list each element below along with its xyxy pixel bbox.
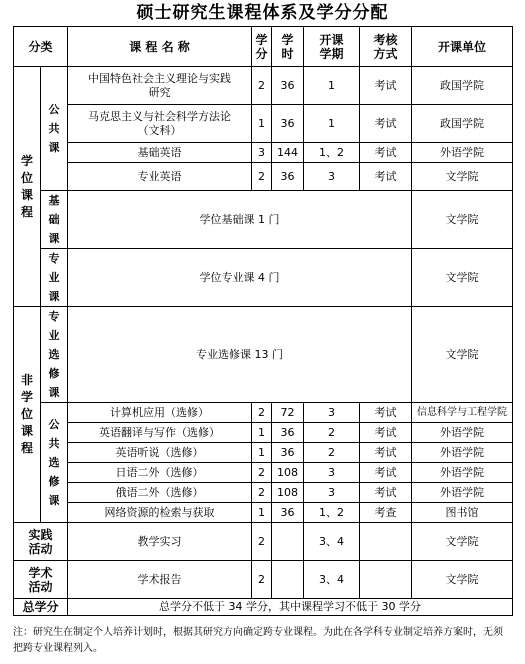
- header-credits: 学 分: [252, 27, 272, 67]
- course-unit: 信息科学与工程学院: [412, 403, 513, 423]
- course-name: 网络资源的检索与获取: [68, 503, 252, 523]
- course-hours: 108: [272, 463, 304, 483]
- table-row: [14, 249, 513, 307]
- course-credits: 1: [252, 443, 272, 463]
- course-name: 马克思主义与社会科学方法论 （文科）: [68, 105, 252, 143]
- course-term: 3: [304, 163, 360, 191]
- basic-course-content: 学位基础课 1 门: [68, 191, 412, 249]
- nondegree-course-label: 非 学 位 课 程: [14, 307, 41, 523]
- course-hours: 36: [272, 163, 304, 191]
- course-name: 学术报告: [68, 561, 252, 599]
- major-elective-content: 专业选修课 13 门: [68, 307, 412, 403]
- course-name: 教学实习: [68, 523, 252, 561]
- page-title: 硕士研究生课程体系及学分分配: [136, 3, 389, 23]
- course-hours: 36: [272, 67, 304, 105]
- course-name: 英语翻译与写作（选修）: [68, 423, 252, 443]
- academic-label: 学术 活动: [14, 561, 68, 599]
- course-credits: 1: [252, 105, 272, 143]
- course-unit: 政国学院: [412, 105, 513, 143]
- course-term: 1、2: [304, 143, 360, 163]
- course-exam: 考试: [360, 403, 412, 423]
- major-elective-label: 专 业 选 修 课: [41, 307, 68, 403]
- table-row: [14, 191, 513, 249]
- course-exam: 考试: [360, 463, 412, 483]
- course-exam: 考试: [360, 67, 412, 105]
- course-term: 2: [304, 423, 360, 443]
- course-name: 日语二外（选修）: [68, 463, 252, 483]
- course-unit: 文学院: [412, 561, 513, 599]
- course-term: 3: [304, 463, 360, 483]
- course-credits: 2: [252, 561, 272, 599]
- table-row: [14, 67, 513, 105]
- course-hours: 108: [272, 483, 304, 503]
- table-row: [14, 483, 513, 503]
- course-name: 中国特色社会主义理论与实践 研究: [68, 67, 252, 105]
- course-exam: 考试: [360, 423, 412, 443]
- footnote: 注：研究生在制定个人培养计划时，根据其研究方向确定跨专业课程。为此在各学科专业制定培养方案时，无须把跨专业课程列入。: [13, 627, 503, 654]
- table-row: [14, 403, 513, 423]
- table-row: [14, 561, 513, 599]
- table-row: [14, 503, 513, 523]
- course-hours: 36: [272, 503, 304, 523]
- course-credits: 1: [252, 503, 272, 523]
- course-exam: 考试: [360, 105, 412, 143]
- course-term: 3、4: [304, 523, 360, 561]
- total-content: 总学分不低于 34 学分，其中课程学习不低于 30 学分: [68, 599, 513, 616]
- course-credits: 3: [252, 143, 272, 163]
- course-credits: 2: [252, 483, 272, 503]
- course-term: 2: [304, 443, 360, 463]
- course-name: 专业英语: [68, 163, 252, 191]
- table-row: [14, 523, 513, 561]
- course-unit: 外语学院: [412, 423, 513, 443]
- course-unit: 文学院: [412, 163, 513, 191]
- course-credits: 2: [252, 403, 272, 423]
- table-row: [14, 463, 513, 483]
- table-row: [14, 105, 513, 143]
- degree-course-label: 学 位 课 程: [14, 67, 41, 307]
- table-row: [14, 423, 513, 443]
- course-term: 1: [304, 105, 360, 143]
- table-header-row: [14, 27, 513, 67]
- course-exam: 考查: [360, 503, 412, 523]
- course-unit: 文学院: [412, 191, 513, 249]
- table-row: [14, 443, 513, 463]
- course-unit: 外语学院: [412, 143, 513, 163]
- table-row: [14, 163, 513, 191]
- header-unit: 开课单位: [412, 27, 513, 67]
- course-term: 3、4: [304, 561, 360, 599]
- course-exam: 考试: [360, 143, 412, 163]
- course-credits: 1: [252, 423, 272, 443]
- course-hours: 36: [272, 105, 304, 143]
- course-name: 计算机应用（选修）: [68, 403, 252, 423]
- course-name: 英语听说（选修）: [68, 443, 252, 463]
- course-unit: 政国学院: [412, 67, 513, 105]
- course-unit: 图书馆: [412, 503, 513, 523]
- course-unit: 外语学院: [412, 463, 513, 483]
- course-exam: 考试: [360, 483, 412, 503]
- major-course-content: 学位专业课 4 门: [68, 249, 412, 307]
- course-name: 俄语二外（选修）: [68, 483, 252, 503]
- course-hours: 72: [272, 403, 304, 423]
- header-category: 分类: [14, 27, 68, 67]
- course-exam: [360, 561, 412, 599]
- table-row: [14, 307, 513, 403]
- practice-label: 实践 活动: [14, 523, 68, 561]
- course-exam: 考试: [360, 443, 412, 463]
- course-unit: 外语学院: [412, 443, 513, 463]
- curriculum-table: [13, 26, 513, 616]
- course-exam: 考试: [360, 163, 412, 191]
- course-exam: [360, 523, 412, 561]
- header-hours: 学 时: [272, 27, 304, 67]
- course-credits: 2: [252, 523, 272, 561]
- course-credits: 2: [252, 163, 272, 191]
- course-term: 3: [304, 483, 360, 503]
- course-hours: [272, 523, 304, 561]
- course-term: 3: [304, 403, 360, 423]
- course-unit: 外语学院: [412, 483, 513, 503]
- course-unit: 文学院: [412, 249, 513, 307]
- course-unit: 文学院: [412, 307, 513, 403]
- course-name: 基础英语: [68, 143, 252, 163]
- course-hours: [272, 561, 304, 599]
- table-row: [14, 143, 513, 163]
- course-credits: 2: [252, 67, 272, 105]
- course-credits: 2: [252, 463, 272, 483]
- total-label: 总学分: [14, 599, 68, 616]
- header-course-name: 课 程 名 称: [68, 27, 252, 67]
- course-hours: 36: [272, 443, 304, 463]
- public-elective-label: 公 共 选 修 课: [41, 403, 68, 523]
- public-course-label: 公 共 课: [41, 67, 68, 191]
- header-exam: 考核 方式: [360, 27, 412, 67]
- basic-course-label: 基 础 课: [41, 191, 68, 249]
- course-term: 1: [304, 67, 360, 105]
- course-hours: 144: [272, 143, 304, 163]
- course-hours: 36: [272, 423, 304, 443]
- course-term: 1、2: [304, 503, 360, 523]
- table-row: [14, 599, 513, 616]
- major-course-label: 专 业 课: [41, 249, 68, 307]
- header-term: 开课 学期: [304, 27, 360, 67]
- course-unit: 文学院: [412, 523, 513, 561]
